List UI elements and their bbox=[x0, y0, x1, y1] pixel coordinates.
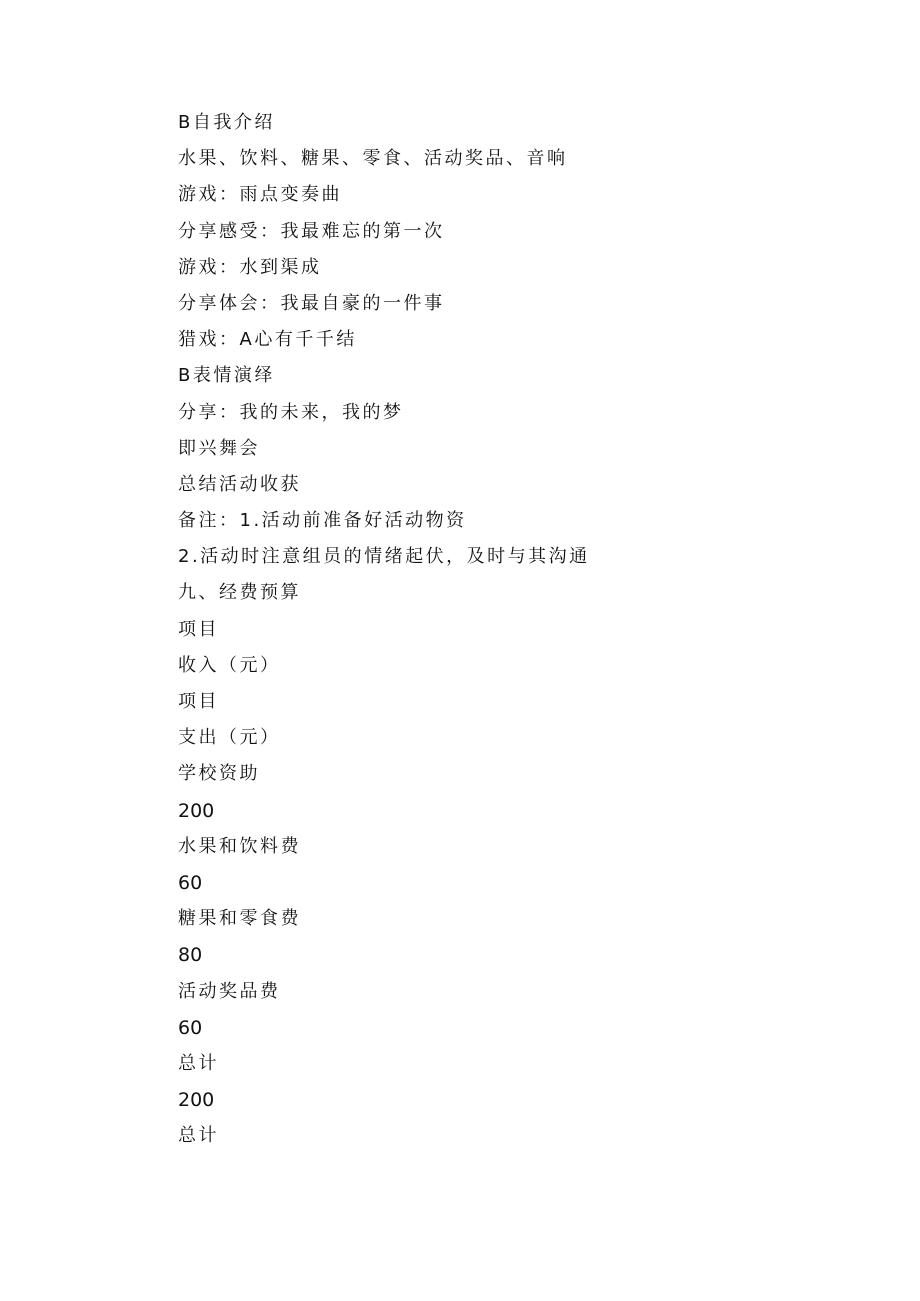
budget-header-item: 项目 bbox=[178, 618, 219, 640]
document-body bbox=[178, 105, 878, 1154]
budget-item-label: 活动奖品费 bbox=[178, 980, 281, 1002]
text-line: 游戏：雨点变奏曲 bbox=[178, 184, 342, 206]
note-line: 2.活动时注意组员的情绪起伏，及时与其沟通 bbox=[178, 546, 590, 568]
text-line: B自我介绍 bbox=[178, 112, 275, 133]
text-line: 游戏：水到渠成 bbox=[178, 256, 322, 278]
budget-item-value: 60 bbox=[178, 871, 203, 894]
budget-item-label: 学校资助 bbox=[178, 763, 260, 785]
text-line: 分享：我的未来，我的梦 bbox=[178, 401, 404, 423]
budget-item-label: 水果和饮料费 bbox=[178, 835, 301, 857]
budget-header-expense: 支出（元） bbox=[178, 727, 281, 749]
text-line: 水果、饮料、糖果、零食、活动奖品、音响 bbox=[178, 148, 568, 170]
budget-header-income: 收入（元） bbox=[178, 654, 281, 676]
budget-item-label: 糖果和零食费 bbox=[178, 908, 301, 930]
budget-total-value: 200 bbox=[178, 1089, 215, 1112]
budget-item-value: 80 bbox=[178, 944, 203, 967]
budget-total-label: 总计 bbox=[178, 1052, 219, 1074]
text-line: 分享体会：我最自豪的一件事 bbox=[178, 292, 445, 314]
text-line: B表情演绎 bbox=[178, 365, 275, 387]
budget-total-label: 总计 bbox=[178, 1125, 219, 1147]
text-line: 分享感受：我最难忘的第一次 bbox=[178, 220, 445, 242]
budget-header-item: 项目 bbox=[178, 691, 219, 712]
text-line: 猎戏：A心有千千结 bbox=[178, 329, 357, 351]
text-line: 总结活动收获 bbox=[178, 473, 301, 495]
note-line: 备注：1.活动前准备好活动物资 bbox=[178, 510, 467, 532]
text-line: 即兴舞会 bbox=[178, 437, 260, 459]
budget-item-value: 200 bbox=[178, 799, 215, 822]
budget-item-value: 60 bbox=[178, 1016, 203, 1039]
section-heading: 九、经费预算 bbox=[178, 582, 301, 604]
